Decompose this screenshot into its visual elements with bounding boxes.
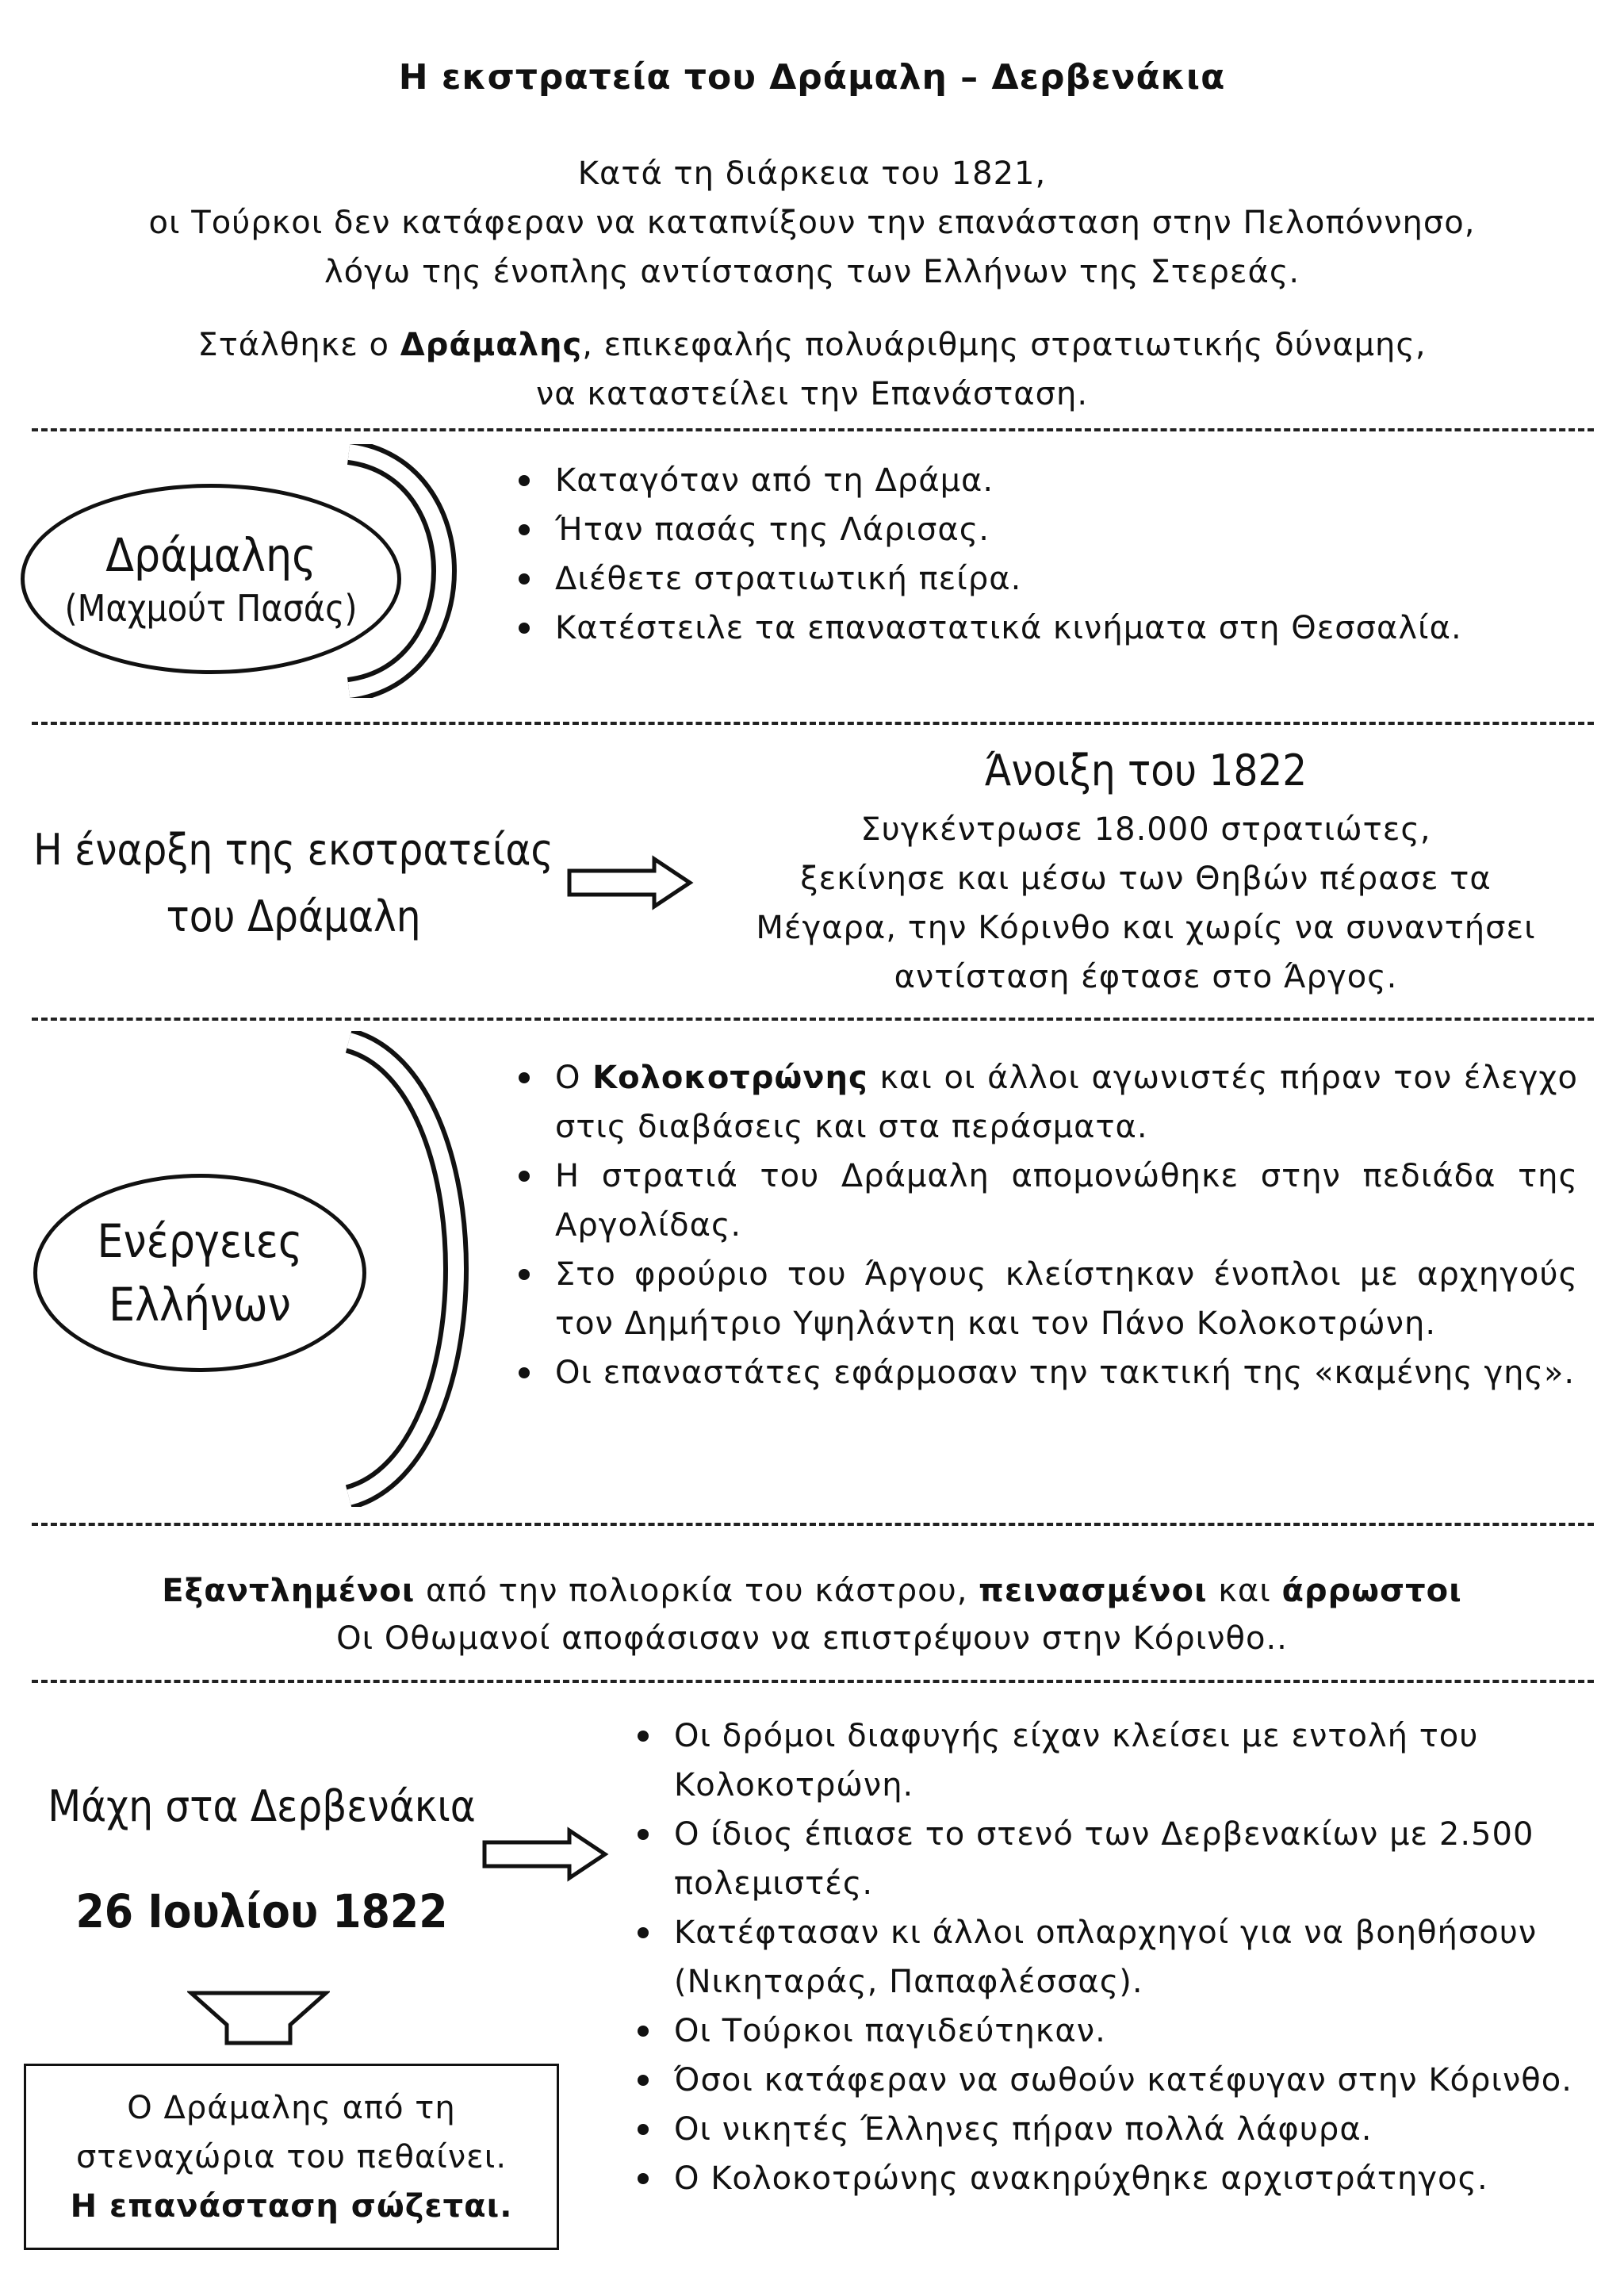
- list-item: Καταγόταν από τη Δράμα.: [508, 456, 1578, 505]
- intro-line: Στάλθηκε ο Δράμαλης, επικεφαλής πολυάριθμης στρατιωτικής δύναμης,: [197, 327, 1427, 363]
- list-item: Οι επαναστάτες εφάρμοσαν την τακτική της «καμένης γης».: [508, 1348, 1578, 1397]
- section-divider: [32, 1523, 1594, 1526]
- dramalis-facts: [508, 456, 1578, 653]
- dramalis-name: Δράμαλης: [105, 528, 316, 582]
- bracket-shape: [341, 444, 500, 698]
- list-item: Οι Τούρκοι παγιδεύτηκαν.: [626, 2007, 1586, 2056]
- intro-bold-name: Δράμαλης: [400, 327, 583, 363]
- battle-facts: [626, 1711, 1586, 2203]
- list-item: Η στρατιά του Δράμαλη απομονώθηκε στην πεδιάδα της Αργολίδας.: [508, 1152, 1578, 1250]
- list-item: Ο ίδιος έπιασε το στενό των Δερβενακίων με 2.500 πολεμιστές.: [626, 1810, 1586, 1908]
- greeks-ellipse: [33, 1174, 366, 1372]
- list-item: Ο Κολοκοτρώνης ανακηρύχθηκε αρχιστράτηγος.: [626, 2154, 1586, 2203]
- section-divider: [32, 428, 1594, 431]
- result-box: Ο Δράμαλης από τη στεναχώρια του πεθαίνει. Η επανάσταση σώζεται.: [24, 2064, 559, 2250]
- list-item: Όσοι κατάφεραν να σωθούν κατέφυγαν στην Κόρινθο.: [626, 2056, 1586, 2105]
- battle-date: 26 Ιουλίου 1822: [75, 1884, 448, 1938]
- list-item: Κατέστειλε τα επαναστατικά κινήματα στη Θεσσαλία.: [508, 604, 1578, 653]
- siege-text: Εξαντλημένοι από την πολιορκία του κάστρου, πεινασμένοι και άρρωστοι Οι Οθωμανοί αποφάσισαν να επιστρέψουν στην Κόρινθο..: [162, 1573, 1462, 1657]
- arrow-down-icon: [187, 1989, 330, 2053]
- dramalis-alias: (Μαχμούτ Πασάς): [64, 587, 358, 630]
- start-date: Άνοιξη του 1822: [984, 746, 1308, 795]
- battle-label: Μάχη στα Δερβενάκια: [48, 1781, 476, 1831]
- intro-text: [0, 149, 1624, 419]
- list-item: Κατέφτασαν κι άλλοι οπλαρχηγοί για να βοηθήσουν (Νικηταράς, Παπαφλέσσας).: [626, 1908, 1586, 2007]
- arrow-right-icon: [567, 855, 694, 910]
- greeks-label: Ενέργειες: [97, 1214, 303, 1268]
- section-divider: [32, 1680, 1594, 1683]
- page-title: Η εκστρατεία του Δράμαλη – Δερβενάκια: [398, 57, 1226, 98]
- list-item: Οι δρόμοι διαφυγής είχαν κλείσει με εντολή του Κολοκοτρώνη.: [626, 1711, 1586, 1810]
- intro-line: Κατά τη διάρκεια του 1821,: [577, 155, 1047, 192]
- list-item: Ήταν πασάς της Λάρισας.: [508, 505, 1578, 554]
- greeks-label: Ελλήνων: [109, 1278, 291, 1332]
- list-item: Διέθετε στρατιωτική πείρα.: [508, 554, 1578, 604]
- start-label: Η έναρξη της εκστρατείας του Δράμαλη: [33, 825, 553, 941]
- list-item: Ο Κολοκοτρώνης και οι άλλοι αγωνιστές πήραν τον έλεγχο στις διαβάσεις και στα περάσματα.: [508, 1053, 1578, 1152]
- list-item: Οι νικητές Έλληνες πήραν πολλά λάφυρα.: [626, 2105, 1586, 2154]
- intro-line: οι Τούρκοι δεν κατάφεραν να καταπνίξουν την επανάσταση στην Πελοπόννησο,: [148, 205, 1476, 241]
- greeks-facts: [508, 1053, 1578, 1397]
- start-text: Συγκέντρωσε 18.000 στρατιώτες, ξεκίνησε και μέσω των Θηβών πέρασε τα Μέγαρα, την Κόρινθο και χωρίς να συναντήσει αντίσταση έφτασε στο Άργος.: [756, 811, 1536, 995]
- bracket-shape: [341, 1031, 500, 1507]
- section-divider: [32, 1018, 1594, 1021]
- section-divider: [32, 722, 1594, 725]
- intro-line: λόγω της ένοπλης αντίστασης των Ελλήνων της Στερεάς.: [324, 254, 1300, 290]
- arrow-right-icon: [482, 1826, 609, 1882]
- intro-line: να καταστείλει την Επανάσταση.: [535, 376, 1089, 412]
- list-item: Στο φρούριο του Άργους κλείστηκαν ένοπλοι με αρχηγούς τον Δημήτριο Υψηλάντη και τον Πάνο Κολοκοτρώνη.: [508, 1250, 1578, 1348]
